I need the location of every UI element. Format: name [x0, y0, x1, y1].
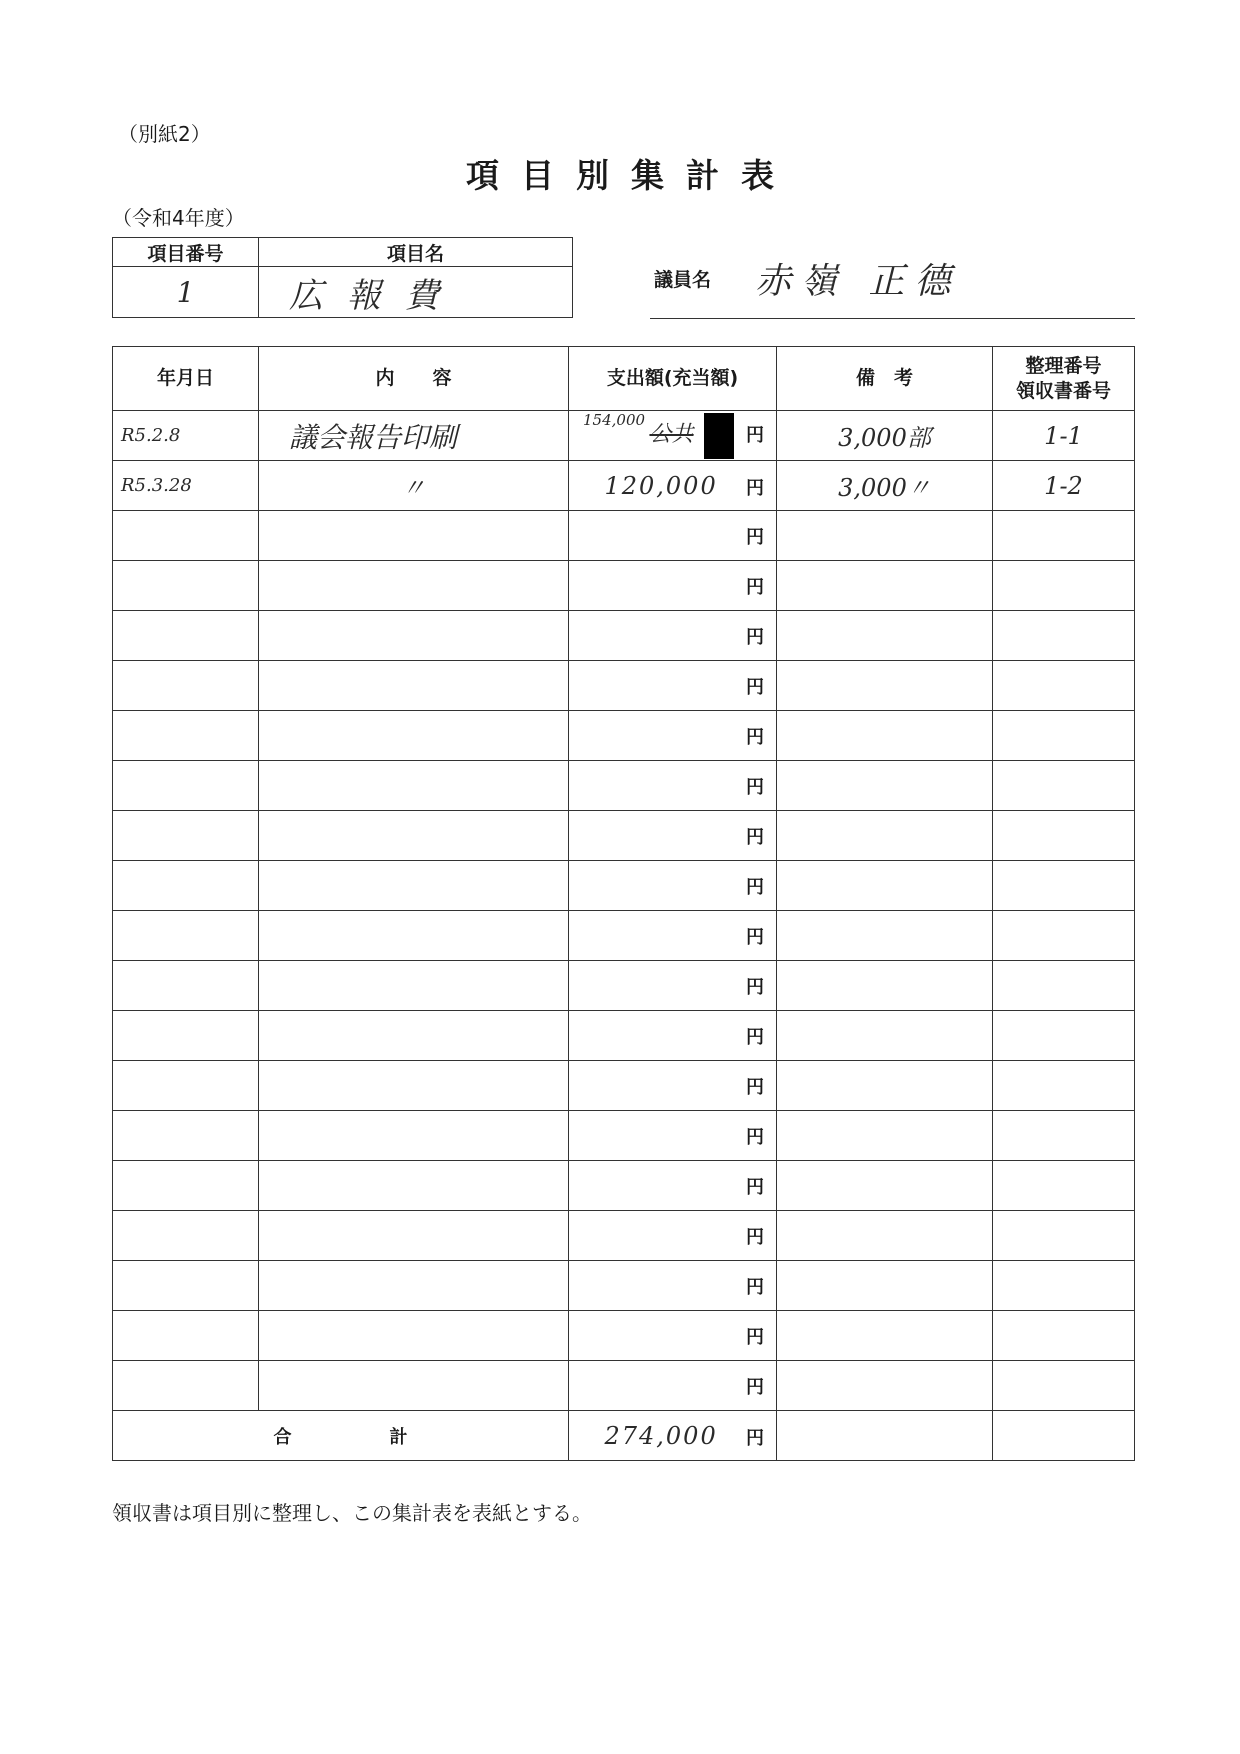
row-amount [569, 961, 777, 1011]
row-content [259, 1011, 569, 1061]
yen-label: 円 [746, 1276, 764, 1298]
row-id: 1-1 [993, 411, 1135, 461]
total-label: 合 計 [113, 1411, 569, 1461]
row-id: 1-2 [993, 461, 1135, 511]
amount-correction: 154,000 [583, 411, 646, 429]
row-date [113, 1061, 259, 1111]
row-content [259, 911, 569, 961]
table-row-empty [113, 561, 1135, 611]
yen-label: 円 [746, 776, 764, 798]
row-note [777, 611, 993, 661]
total-amount: 274,000 [604, 1421, 718, 1450]
row-id [993, 711, 1135, 761]
total-amount-cell [569, 1411, 777, 1461]
row-content [259, 1311, 569, 1361]
total-note [777, 1411, 993, 1461]
table-row-empty [113, 611, 1135, 661]
row-amount [569, 861, 777, 911]
row-id [993, 1361, 1135, 1411]
row-id [993, 1011, 1135, 1061]
item-table [112, 237, 573, 318]
member-label: 議員名 [654, 269, 712, 291]
row-note [777, 961, 993, 1011]
row-id [993, 661, 1135, 711]
table-row-empty [113, 661, 1135, 711]
yen-label: 円 [746, 976, 764, 998]
row-amount [569, 1011, 777, 1061]
row-date [113, 661, 259, 711]
row-content [259, 511, 569, 561]
row-date [113, 961, 259, 1011]
table-row-empty [113, 1211, 1135, 1261]
yen-label: 円 [746, 526, 764, 548]
row-content [259, 1361, 569, 1411]
row-content [259, 1161, 569, 1211]
yen-label: 円 [746, 1326, 764, 1348]
row-amount [569, 561, 777, 611]
row-id [993, 1261, 1135, 1311]
row-id [993, 511, 1135, 561]
row-note [777, 861, 993, 911]
yen-label: 円 [746, 926, 764, 948]
yen-label: 円 [746, 876, 764, 898]
yen-label: 円 [746, 1076, 764, 1098]
row-amount [569, 461, 777, 511]
row-id [993, 561, 1135, 611]
row-content [259, 861, 569, 911]
yen-label: 円 [746, 424, 764, 446]
header-id-line1: 整理番号 [1025, 354, 1102, 377]
table-row-empty [113, 811, 1135, 861]
row-note [777, 511, 993, 561]
row-date [113, 911, 259, 961]
row-date [113, 861, 259, 911]
row-content: 〃 [259, 461, 569, 511]
row-note [777, 811, 993, 861]
table-row-empty [113, 1361, 1135, 1411]
row-amount [569, 711, 777, 761]
row-id [993, 1311, 1135, 1361]
table-row-empty [113, 511, 1135, 561]
row-note [777, 661, 993, 711]
member-name-underline [650, 318, 1135, 319]
item-name-header: 項目名 [259, 238, 573, 267]
item-name-value: 広報費 [259, 267, 573, 318]
row-content [259, 811, 569, 861]
row-id [993, 911, 1135, 961]
table-header-row [113, 347, 1135, 411]
yen-label: 円 [746, 1226, 764, 1248]
row-date [113, 811, 259, 861]
header-date: 年月日 [113, 347, 259, 411]
header-note: 備 考 [777, 347, 993, 411]
row-content [259, 761, 569, 811]
row-amount [569, 1211, 777, 1261]
table-row-empty [113, 1061, 1135, 1111]
document-reference: （別紙2） [118, 122, 211, 146]
row-date [113, 1211, 259, 1261]
table-row-empty [113, 1261, 1135, 1311]
redaction-box [704, 413, 734, 459]
row-content: 議会報告印刷 [259, 411, 569, 461]
row-date: R5.3.28 [113, 461, 259, 511]
row-note [777, 1111, 993, 1161]
row-amount [569, 611, 777, 661]
row-note [777, 1211, 993, 1261]
header-amount: 支出額(充当額) [569, 347, 777, 411]
row-date [113, 611, 259, 661]
row-date: R5.2.8 [113, 411, 259, 461]
row-amount [569, 911, 777, 961]
row-id [993, 1111, 1135, 1161]
row-note: 3,000部 [777, 411, 993, 461]
row-amount [569, 1111, 777, 1161]
member-name: 赤嶺 正德 [755, 261, 961, 302]
fiscal-year: （令和4年度） [112, 206, 245, 230]
row-amount [569, 761, 777, 811]
table-row-empty [113, 861, 1135, 911]
row-content [259, 1211, 569, 1261]
row-note [777, 1061, 993, 1111]
total-id [993, 1411, 1135, 1461]
row-date [113, 1111, 259, 1161]
row-id [993, 861, 1135, 911]
table-row-empty [113, 961, 1135, 1011]
row-note [777, 1311, 993, 1361]
row-id [993, 1061, 1135, 1111]
yen-label: 円 [746, 477, 764, 499]
table-row-empty [113, 1161, 1135, 1211]
row-note [777, 911, 993, 961]
row-content [259, 961, 569, 1011]
yen-label: 円 [746, 726, 764, 748]
row-amount [569, 1311, 777, 1361]
row-amount [569, 1161, 777, 1211]
row-note [777, 761, 993, 811]
row-note [777, 561, 993, 611]
table-row-empty [113, 711, 1135, 761]
yen-label: 円 [746, 1427, 764, 1449]
row-note: 3,000〃 [777, 461, 993, 511]
table-row [113, 461, 1135, 511]
row-content [259, 1061, 569, 1111]
yen-label: 円 [746, 826, 764, 848]
item-number-value: 1 [113, 267, 259, 318]
table-row-empty [113, 761, 1135, 811]
row-date [113, 511, 259, 561]
row-id [993, 1211, 1135, 1261]
row-note [777, 1361, 993, 1411]
row-note [777, 711, 993, 761]
row-date [113, 561, 259, 611]
row-content [259, 1111, 569, 1161]
page-title: 項目別集計表 [466, 156, 796, 195]
row-content [259, 661, 569, 711]
row-content [259, 711, 569, 761]
row-note [777, 1161, 993, 1211]
row-note [777, 1261, 993, 1311]
row-id [993, 611, 1135, 661]
row-id [993, 961, 1135, 1011]
row-id [993, 761, 1135, 811]
header-content: 内 容 [259, 347, 569, 411]
table-row-empty [113, 1011, 1135, 1061]
row-date [113, 711, 259, 761]
row-id [993, 811, 1135, 861]
row-date [113, 1311, 259, 1361]
row-amount [569, 1061, 777, 1111]
total-row [113, 1411, 1135, 1461]
row-content [259, 1261, 569, 1311]
row-amount [569, 1261, 777, 1311]
yen-label: 円 [746, 1376, 764, 1398]
row-date [113, 1361, 259, 1411]
row-date [113, 1261, 259, 1311]
yen-label: 円 [746, 1126, 764, 1148]
yen-label: 円 [746, 676, 764, 698]
row-content [259, 611, 569, 661]
yen-label: 円 [746, 576, 764, 598]
row-amount [569, 411, 777, 461]
row-amount [569, 1361, 777, 1411]
row-date [113, 1011, 259, 1061]
table-row-empty [113, 911, 1135, 961]
amount-value: 120,000 [604, 471, 718, 500]
item-number-header: 項目番号 [113, 238, 259, 267]
row-amount [569, 811, 777, 861]
footer-note: 領収書は項目別に整理し、この集計表を表紙とする。 [112, 1501, 592, 1525]
expense-table [112, 346, 1135, 1461]
row-amount [569, 511, 777, 561]
amount-struck: 公共 [649, 421, 694, 447]
table-row [113, 411, 1135, 461]
header-id-line2: 領収書番号 [1015, 379, 1111, 402]
yen-label: 円 [746, 1026, 764, 1048]
row-date [113, 1161, 259, 1211]
table-row-empty [113, 1111, 1135, 1161]
row-note [777, 1011, 993, 1061]
row-id [993, 1161, 1135, 1211]
table-row-empty [113, 1311, 1135, 1361]
yen-label: 円 [746, 1176, 764, 1198]
yen-label: 円 [746, 626, 764, 648]
row-amount [569, 661, 777, 711]
row-date [113, 761, 259, 811]
row-content [259, 561, 569, 611]
header-id [993, 347, 1135, 411]
